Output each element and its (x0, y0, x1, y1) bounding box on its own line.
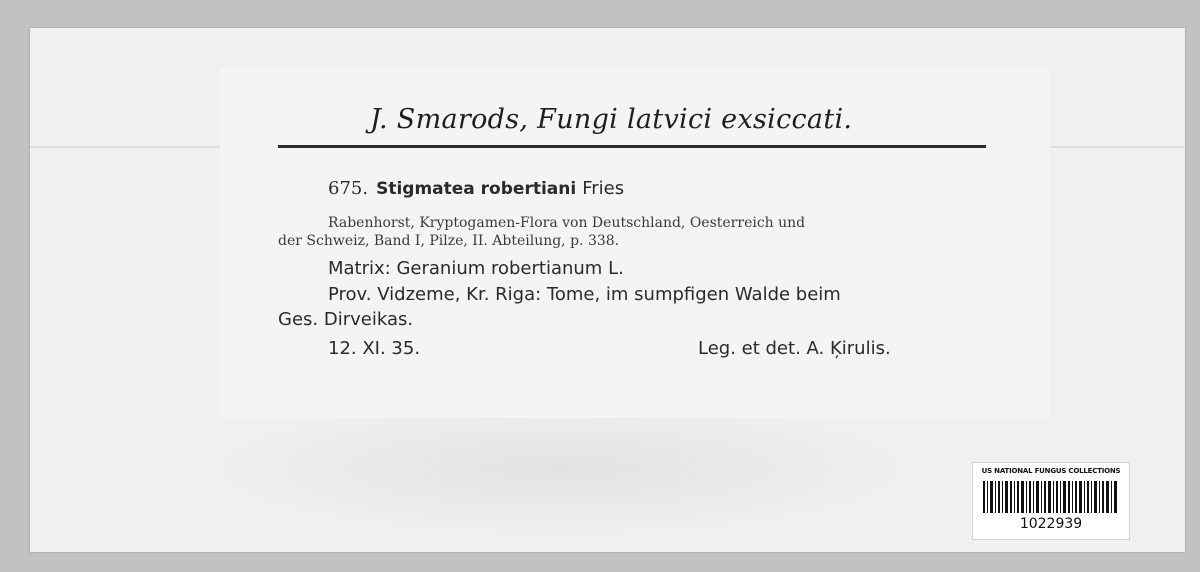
reference-line-1: Rabenhorst, Kryptogamen-Flora von Deutschland, Oesterreich und (328, 215, 806, 231)
matrix-line: Matrix: Geranium robertianum L. (328, 258, 624, 279)
species-name: Stigmatea robertiani (376, 179, 577, 199)
label-title: J. Smarods, Fungi latvici exsiccati. (370, 104, 853, 135)
title-rule (278, 145, 986, 148)
reference-line-2: der Schweiz, Band I, Pilze, II. Abteilung, p. 338. (278, 233, 620, 249)
collector-line: Leg. et det. A. Ķirulis. (698, 338, 891, 359)
barcode-icon (983, 481, 1117, 513)
exsiccata-label (220, 68, 1050, 418)
locality-line-1: Prov. Vidzeme, Kr. Riga: Tome, im sumpfigen Walde beim (328, 284, 841, 305)
specimen-entry (328, 178, 624, 199)
locality-line-2: Ges. Dirveikas. (278, 309, 414, 330)
barcode-tag (972, 462, 1130, 540)
specimen-number: 675. (328, 178, 369, 199)
envelope-shading (200, 398, 920, 538)
barcode-number: 1022939 (1019, 516, 1083, 532)
species-author: Fries (582, 178, 625, 199)
barcode-header: US NATIONAL FUNGUS COLLECTIONS (981, 467, 1121, 475)
collection-date: 12. XI. 35. (328, 338, 421, 359)
